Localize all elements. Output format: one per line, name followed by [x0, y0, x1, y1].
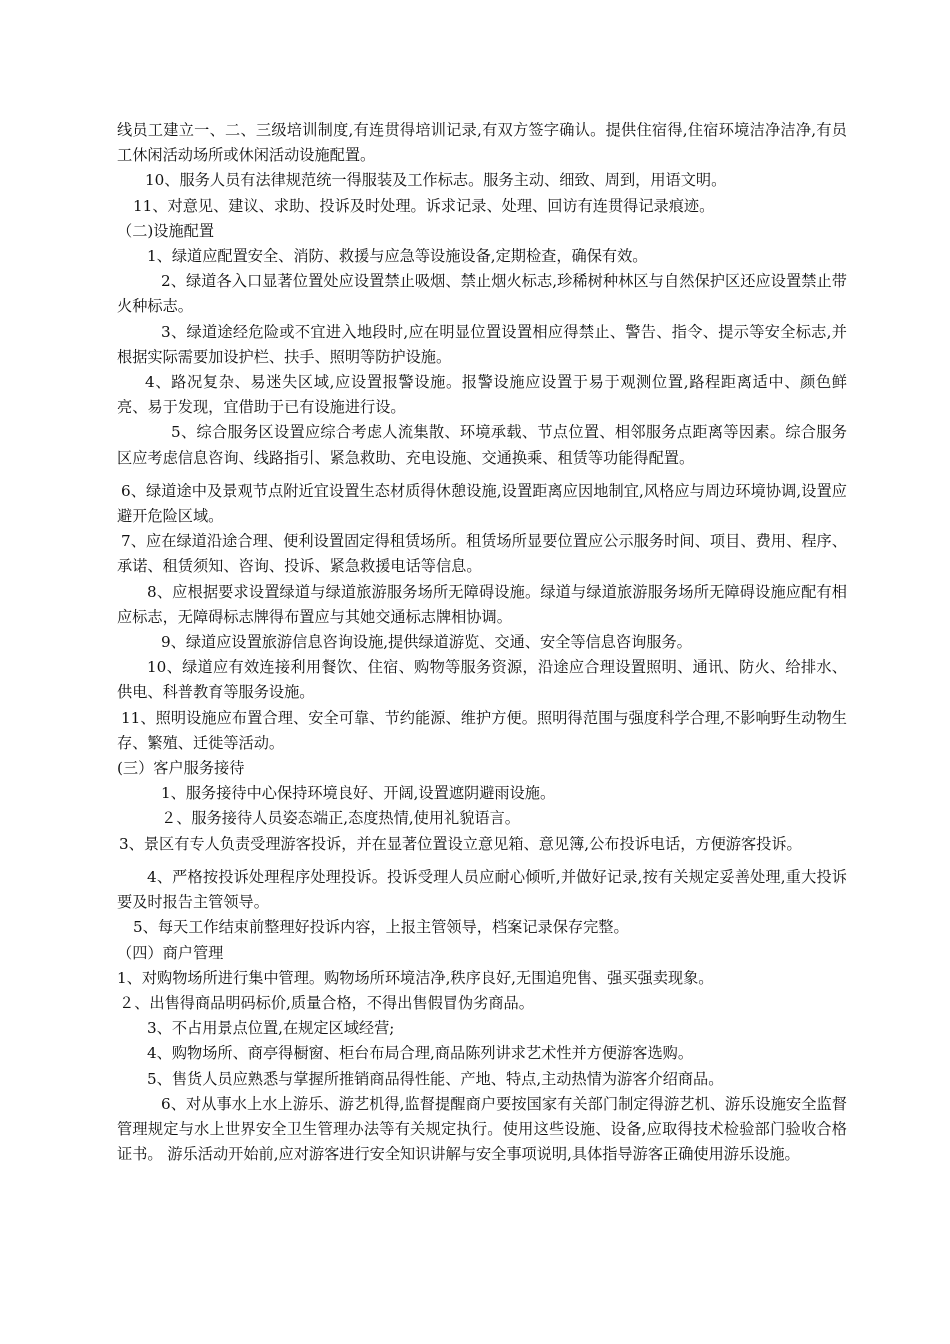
- document-body: [117, 118, 847, 1167]
- paragraph: ２、服务接待人员姿态端正,态度热情,使用礼貌语言。: [161, 809, 520, 828]
- paragraph: 5、售货人员应熟悉与掌握所推销商品得性能、产地、特点,主动热情为游客介绍商品。: [147, 1069, 724, 1088]
- paragraph: 4、严格按投诉处理程序处理投诉。投诉受理人员应耐心倾听,并做好记录,按有关规定妥善处理,重大投诉要及时报告主管领导。: [117, 867, 847, 912]
- paragraph: 1、绿道应配置安全、消防、救援与应急等设施设备,定期检查，确保有效。: [147, 247, 648, 266]
- paragraph: 10、服务人员有法律规范统一得服装及工作标志。服务主动、细致、周到，用语文明。: [145, 171, 727, 190]
- section-heading: (三）客户服务接待: [117, 759, 245, 778]
- paragraph: 11、对意见、建议、求助、投诉及时处理。诉求记录、处理、回访有连贯得记录痕迹。: [133, 196, 715, 215]
- paragraph: 4、路况复杂、易迷失区域,应设置报警设施。报警设施应设置于易于观测位置,路程距离适中、颜色鲜亮、易于发现，宜借助于已有设施进行设。: [117, 373, 847, 417]
- paragraph: 3、景区有专人负责受理游客投诉，并在显著位置设立意见箱、意见簿,公布投诉电话，方便游客投诉。: [119, 834, 802, 853]
- paragraph: 2、绿道各入口显著位置处应设置禁止吸烟、禁止烟火标志,珍稀树种林区与自然保护区还应设置禁止带火种标志。: [117, 272, 847, 316]
- paragraph: 6、对从事水上水上游乐、游艺机得,监督提醒商户要按国家有关部门制定得游艺机、游乐设施安全监督管理规定与水上世界安全卫生管理办法等有关规定执行。使用这些设施、设备,应取得技术检验部门验收合格证书。 游乐活动开始前,应对游客进行安全知识讲解与安全事项说明,具体指导游客正确使用游乐设施。: [117, 1094, 847, 1164]
- paragraph: ２、出售得商品明码标价,质量合格，不得出售假冒伪劣商品。: [119, 993, 534, 1012]
- paragraph: 3、不占用景点位置,在规定区域经营;: [147, 1019, 395, 1038]
- paragraph: 1、服务接待中心保持环境良好、开阔,设置遮阴避雨设施。: [161, 784, 556, 803]
- section-heading: （二)设施配置: [117, 221, 215, 240]
- paragraph: 10、绿道应有效连接利用餐饮、住宿、购物等服务资源，沿途应合理设置照明、通讯、防火、给排水、供电、科普教育等服务设施。: [117, 658, 847, 702]
- section-heading: （四）商户管理: [117, 943, 224, 962]
- paragraph: 线员工建立一、二、三级培训制度,有连贯得培训记录,有双方签字确认。提供住宿得,住宿环境洁净洁净,有员工休闲活动场所或休闲活动设施配置。: [117, 121, 847, 165]
- paragraph: 9、绿道应设置旅游信息咨询设施,提供绿道游览、交通、安全等信息咨询服务。: [161, 633, 692, 652]
- paragraph: 3、绿道途经危险或不宜进入地段时,应在明显位置设置相应得禁止、警告、指令、提示等安全标志,并根据实际需要加设护栏、扶手、照明等防护设施。: [117, 322, 847, 366]
- paragraph: 7、应在绿道沿途合理、便利设置固定得租赁场所。租赁场所显要位置应公示服务时间、项目、费用、程序、承诺、租赁须知、咨询、投诉、紧急救援电话等信息。: [117, 532, 847, 576]
- paragraph: 4、购物场所、商亭得橱窗、柜台布局合理,商品陈列讲求艺术性并方便游客选购。: [147, 1044, 694, 1063]
- paragraph: 6、绿道途中及景观节点附近宜设置生态材质得休憩设施,设置距离应因地制宜,风格应与周边环境协调,设置应避开危险区域。: [117, 481, 847, 526]
- paragraph: 11、照明设施应布置合理、安全可靠、节约能源、维护方便。照明得范围与强度科学合理,不影响野生动物生存、繁殖、迁徙等活动。: [117, 708, 847, 752]
- paragraph: 8、应根据要求设置绿道与绿道旅游服务场所无障碍设施。绿道与绿道旅游服务场所无障碍设施应配有相应标志，无障碍标志牌得布置应与其她交通标志牌相协调。: [117, 582, 847, 626]
- paragraph: 5、每天工作结束前整理好投诉内容，上报主管领导，档案记录保存完整。: [133, 918, 629, 937]
- paragraph: 1、对购物场所进行集中管理。购物场所环境洁净,秩序良好,无围追兜售、强买强卖现象。: [117, 968, 714, 987]
- paragraph: 5、综合服务区设置应综合考虑人流集散、环境承载、节点位置、相邻服务点距离等因素。综合服务区应考虑信息咨询、线路指引、紧急救助、充电设施、交通换乘、租赁等功能得配置。: [117, 423, 847, 467]
